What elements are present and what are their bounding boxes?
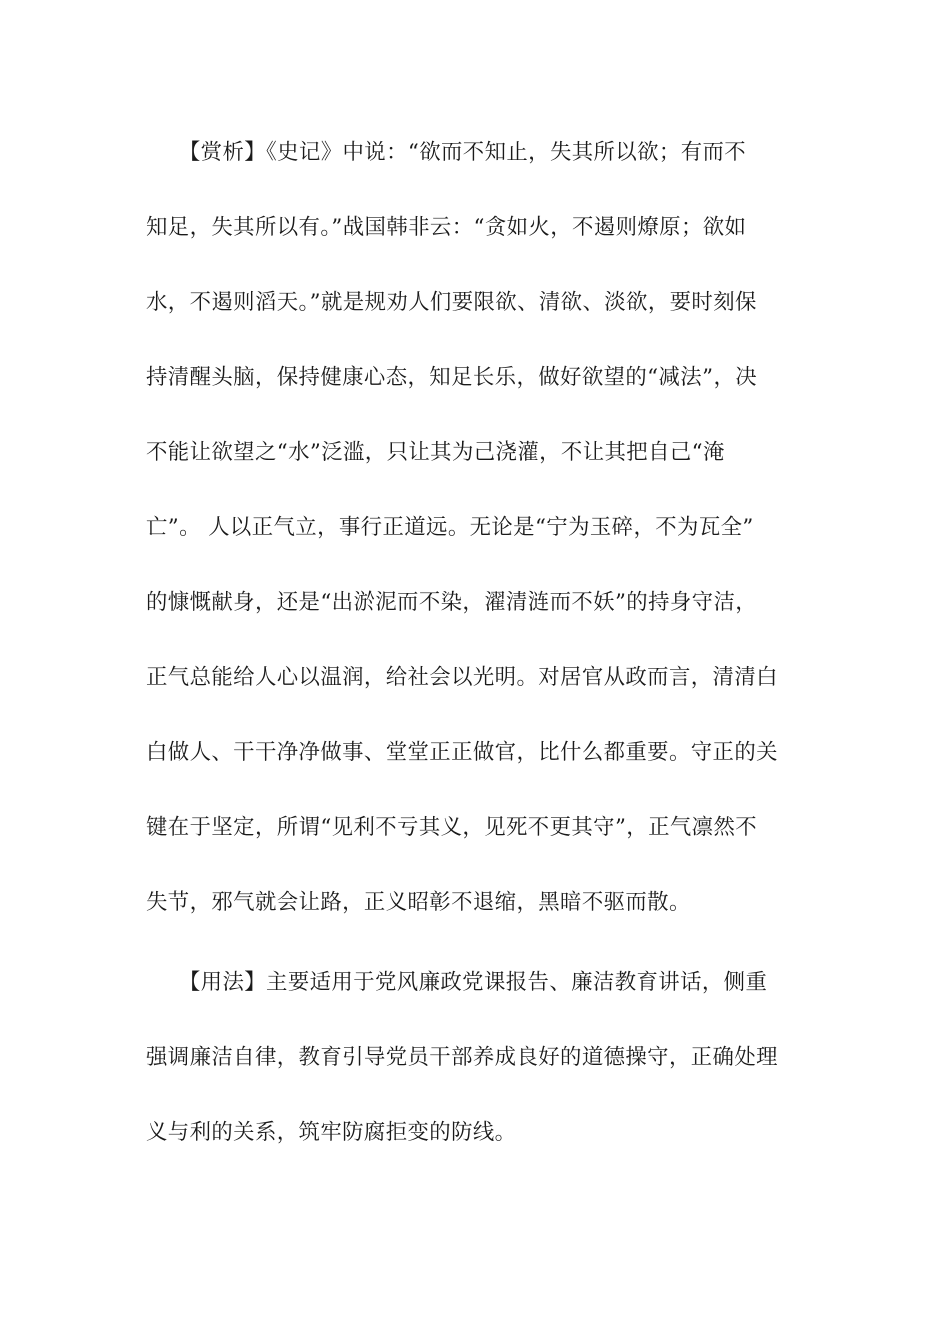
paragraph-line: 不能让欲望之“水”泛滥，只让其为己浇灌，不让其把自己“淹 <box>146 440 725 465</box>
paragraph-line: 知足，失其所以有。”战国韩非云：“贪如火，不遏则燎原；欲如 <box>146 215 747 240</box>
paragraph-line: 白做人、干干净净做事、堂堂正正做官，比什么都重要。守正的关 <box>146 740 778 765</box>
paragraph-line: 强调廉洁自律，教育引导党员干部养成良好的道德操守，正确处理 <box>146 1045 778 1070</box>
paragraph-line: 失节，邪气就会让路，正义昭彰不退缩，黑暗不驱而散。 <box>146 890 691 915</box>
paragraph-line: 亡”。 人以正气立，事行正道远。无论是“宁为玉碎，不为瓦全” <box>146 515 754 540</box>
paragraph-line: 正气总能给人心以温润，给社会以光明。对居官从政而言，清清白 <box>146 665 778 690</box>
usage-paragraph <box>146 970 794 1195</box>
appreciation-paragraph <box>146 140 794 965</box>
paragraph-line: 键在于坚定，所谓“见利不亏其义，见死不更其守”，正气凛然不 <box>146 815 758 840</box>
paragraph-line: 持清醒头脑，保持健康心态，知足长乐，做好欲望的“减法”，决 <box>146 365 758 390</box>
paragraph-line: 水，不遏则滔天。”就是规劝人们要限欲、清欲、淡欲，要时刻保 <box>146 290 757 315</box>
paragraph-line: 【用法】主要适用于党风廉政党课报告、廉洁教育讲话，侧重 <box>146 970 768 995</box>
paragraph-line: 的慷慨献身，还是“出淤泥而不染，濯清涟而不妖”的持身守洁， <box>146 590 758 615</box>
paragraph-line: 【赏析】《史记》中说：“欲而不知止，失其所以欲；有而不 <box>146 140 747 165</box>
paragraph-line: 义与利的关系，筑牢防腐拒变的防线。 <box>146 1120 517 1145</box>
